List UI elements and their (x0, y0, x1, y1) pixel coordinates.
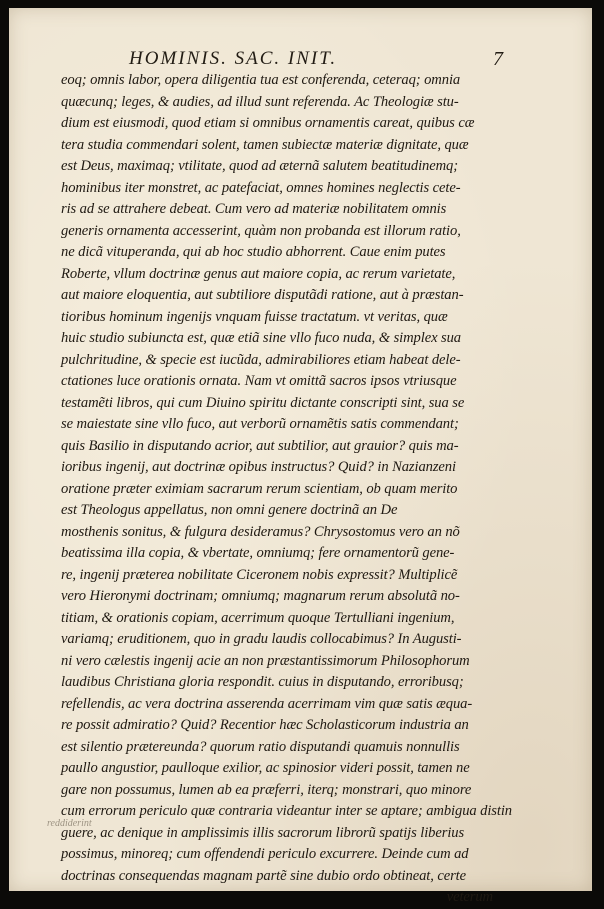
text-line: ioribus ingenij, aut doctrinæ opibus instructus? Quid? in Nazianzeni (61, 459, 456, 475)
text-line: se maiestate sine vllo fuco, aut verborũ ornamẽtis satis commendant; (61, 416, 459, 432)
text-line: est Theologus appellatus, non omni genere doctrinã an De (61, 502, 398, 518)
text-line: re, ingenij præterea nobilitate Ciceronem nobis expressit? Multiplicẽ (61, 566, 458, 583)
text-line: ne dicã vituperanda, qui ab hoc studio abhorrent. Caue enim putes (61, 244, 446, 260)
text-line: tioribus hominum ingenijs vnquam fuisse tractatum. vt veritas, quæ (61, 308, 448, 325)
text-line: eoq; omnis labor, opera diligentia tua est conferenda, ceteraq; omnia (61, 72, 461, 88)
text-line: paullo angustior, paulloque exilior, ac spinosior videri possit, tamen ne (61, 760, 470, 776)
text-line: guere, ac denique in amplissimis illis sacrorum librorũ spatijs liberius (61, 824, 465, 841)
page-number: 7 (493, 48, 503, 70)
text-line: titiam, & orationis copiam, acerrimum quoque Tertulliani ingenium, (61, 609, 455, 626)
running-title: HOMINIS. SAC. INIT. (129, 48, 338, 69)
text-line: possimus, minoreq; cum offendendi periculo excurrere. Deinde cum ad (61, 846, 469, 862)
text-line: ni vero cælestis ingenij acie an non præstantissimorum Philosophorum (61, 652, 470, 669)
text-line: pulchritudine, & specie est iucũda, admirabiliores etiam habeat dele- (61, 351, 461, 368)
text-line: dium est eiusmodi, quod etiam si omnibus ornamentis careat, quibus cæ (61, 115, 475, 131)
text-line: est silentio prætereunda? quorum ratio disputandi quamuis nonnullis (61, 738, 460, 755)
text-line: est Deus, maximaq; vtilitate, quod ad æternã salutem beatitudinemq; (61, 158, 459, 174)
text-line: re possit admiratio? Quid? Recentior hæc Scholasticorum industria an (61, 717, 469, 733)
body-text (61, 70, 512, 909)
text-line: quæcunq; leges, & audies, ad illud sunt referenda. Ac Theologiæ stu- (61, 93, 459, 110)
text-line: quis Basilio in disputando acrior, aut subtilior, aut grauior? quis ma- (61, 437, 459, 454)
text-line: beatissima illa copia, & vbertate, omniumq; fere ornamentorũ gene- (61, 545, 455, 561)
text-line: huic studio subiuncta est, quæ etiã sine vllo fuco nuda, & simplex sua (61, 330, 461, 346)
text-line: tera studia commendari solent, tamen subiectæ materiæ dignitate, quæ (61, 136, 469, 153)
text-line: cum errorum periculo quæ contraria videantur inter se aptare; ambigua distin (61, 803, 512, 819)
text-line: mosthenis sonitus, & fulgura desideramus? Chrysostomus vero an nõ (61, 523, 460, 540)
text-line: Roberte, vllum doctrinæ genus aut maiore copia, ac rerum varietate, (61, 265, 456, 282)
text-line: doctrinas consequendas magnam partẽ sine dubio ordo obtineat, certe (61, 867, 466, 884)
text-line: generis ornamenta accesserint, quàm non probanda est illorum ratio, (61, 222, 461, 239)
text-line: oratione præter eximiam sacrarum rerum scientiam, ob quam merito (61, 480, 458, 497)
marginal-note: reddiderint (47, 818, 92, 829)
text-line: variamq; eruditionem, quo in gradu laudis collocabimus? In Augusti- (61, 631, 462, 647)
text-line: vero Hieronymi doctrinam; omniumq; magnarum rerum absolutã no- (61, 588, 460, 604)
text-line: laudibus Christiana gloria respondit. cuius in disputando, erroribusq; (61, 674, 464, 690)
text-line: hominibus iter monstret, ac patefaciat, omnes homines neglectis cete- (61, 179, 461, 196)
text-line: aut maiore eloquentia, aut subtiliore disputãdi ratione, aut à præstan- (61, 287, 464, 303)
text-line: ris ad se attrahere debeat. Cum vero ad materiæ nobilitatem omnis (61, 201, 447, 217)
text-line: gare non possumus, lumen ab ea præferri, iterq; monstrari, quo minore (61, 781, 472, 798)
text-line: ctationes luce orationis ornata. Nam vt omittã sacros ipsos vtriusque (61, 373, 457, 389)
book-page (9, 8, 592, 905)
text-line: refellendis, ac vera doctrina asserenda acerrimam vim quæ satis æqua- (61, 695, 473, 712)
catchword: veterum (446, 889, 493, 905)
text-line: testamẽti libros, qui cum Diuino spiritu dictante conscripti sint, sua se (61, 394, 465, 411)
